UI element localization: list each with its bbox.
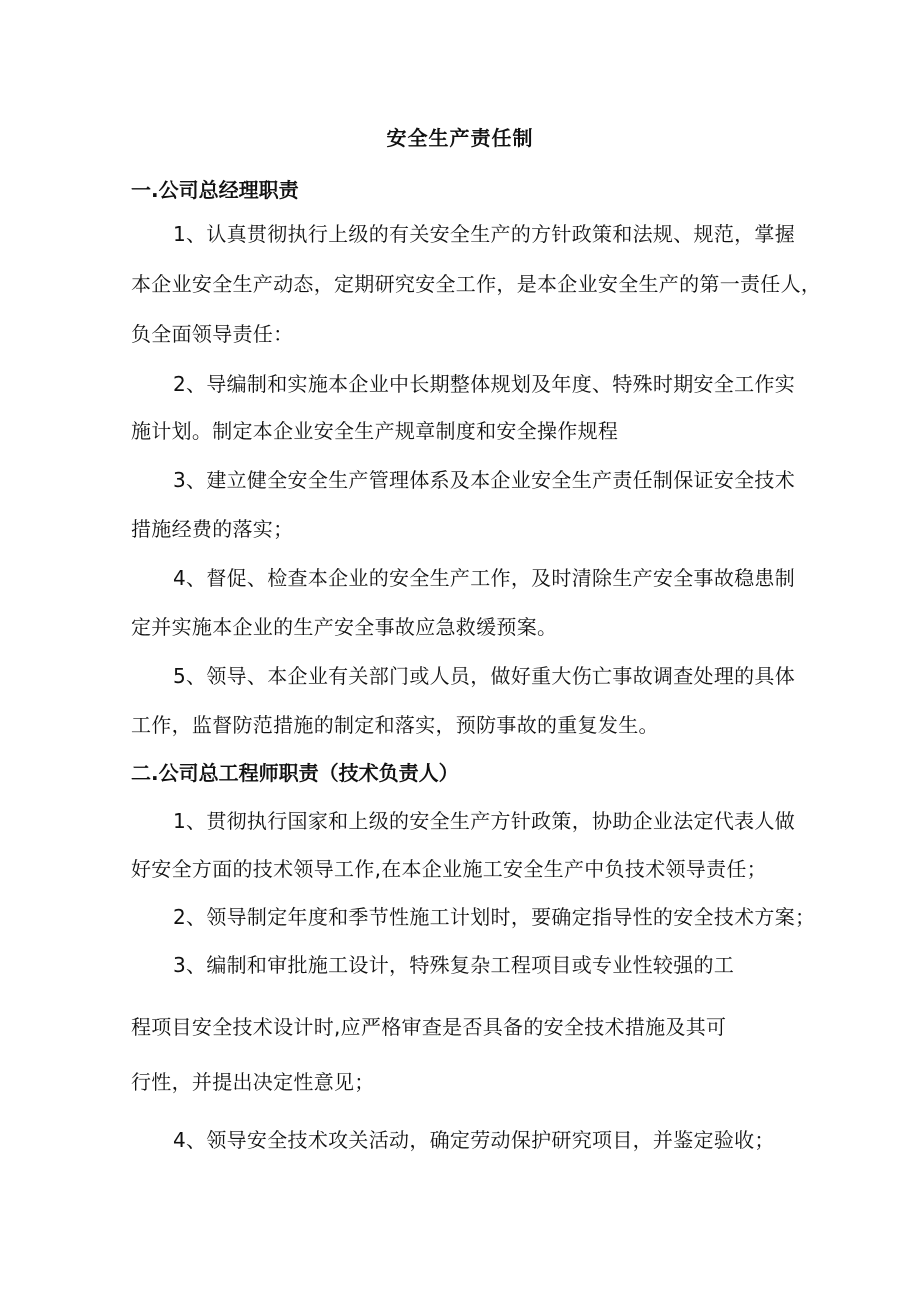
paragraph-line: 程项目安全技术设计时,应严格审查是否具备的安全技术措施及其可 xyxy=(131,1015,727,1039)
paragraph-line: 好安全方面的技术领导工作,在本企业施工安全生产中负技术领导责任； xyxy=(131,857,767,881)
paragraph-line: 1、贯彻执行国家和上级的安全生产方针政策，协助企业法定代表人做 xyxy=(173,809,796,833)
paragraph-line: 5、领导、本企业有关部门或人员，做好重大伤亡事故调查处理的具体 xyxy=(173,664,796,688)
paragraph-line: 定并实施本企业的生产安全事故应急救缓预案。 xyxy=(131,615,558,639)
document-title: 安全生产责任制 xyxy=(386,126,534,150)
paragraph-line: 2、领导制定年度和季节性施工计划时，要确定指导性的安全技术方案； xyxy=(173,905,816,929)
paragraph-line: 负全面领导责任： xyxy=(131,322,294,346)
paragraph-line: 3、编制和审批施工设计，特殊复杂工程项目或专业性较强的工 xyxy=(173,953,735,977)
paragraph-line: 施计划。制定本企业安全生产规章制度和安全操作规程 xyxy=(131,419,619,443)
paragraph-line: 4、督促、检查本企业的安全生产工作，及时清除生产安全事故稳患制 xyxy=(173,566,796,590)
paragraph-line: 行性，并提出决定性意见； xyxy=(131,1070,375,1094)
section-heading-chief-engineer: 二.公司总工程师职责（技术负责人） xyxy=(131,761,459,785)
paragraph-line: 2、导编制和实施本企业中长期整体规划及年度、特殊时期安全工作实 xyxy=(173,372,796,396)
paragraph-line: 本企业安全生产动态，定期研究安全工作，是本企业安全生产的第一责任人， xyxy=(131,272,822,296)
paragraph-line: 1、认真贯彻执行上级的有关安全生产的方针政策和法规、规范，掌握 xyxy=(173,222,796,246)
paragraph-line: 工作，监督防范措施的制定和落实，预防事故的重复发生。 xyxy=(131,713,659,737)
paragraph-line: 3、建立健全安全生产管理体系及本企业安全生产责任制保证安全技术 xyxy=(173,468,796,492)
paragraph-line: 4、领导安全技术攻关活动，确定劳动保护研究项目，并鉴定验收； xyxy=(173,1128,775,1152)
paragraph-line: 措施经费的落实； xyxy=(131,517,294,541)
section-heading-general-manager: 一.公司总经理职责 xyxy=(131,178,299,202)
